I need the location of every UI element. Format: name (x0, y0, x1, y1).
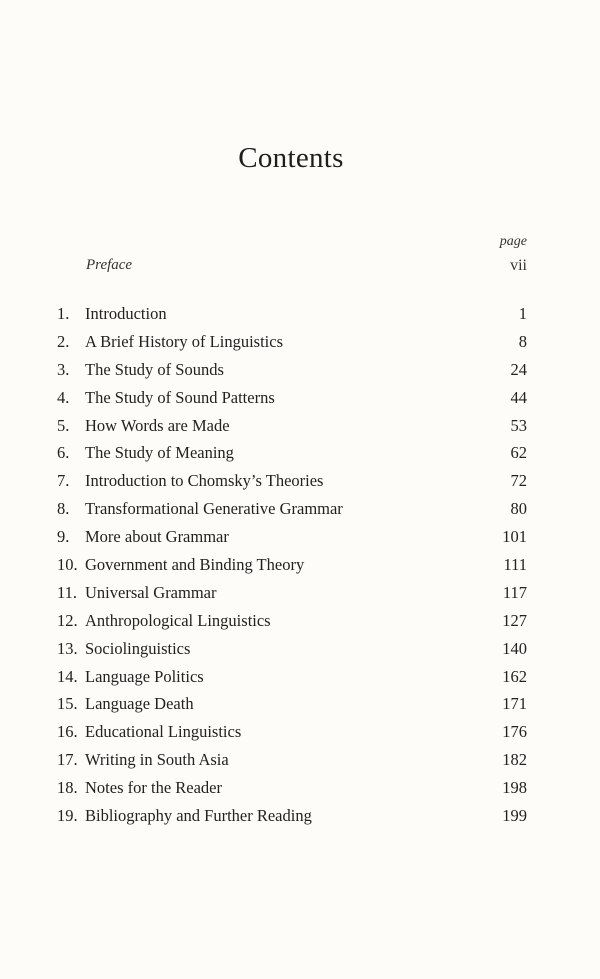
toc-entry[interactable] (0, 387, 600, 415)
chapter-page-number: 8 (518, 331, 527, 351)
chapter-title: The Study of Sound Patterns (85, 387, 275, 407)
page-column-label: page (499, 234, 527, 249)
toc-entry[interactable] (0, 638, 600, 666)
chapter-page-number: 171 (502, 694, 527, 714)
chapter-title: Bibliography and Further Reading (85, 806, 312, 826)
toc-entry[interactable] (0, 331, 600, 359)
chapter-number: 2. (57, 331, 70, 351)
table-of-contents (0, 303, 600, 833)
chapter-title: Anthropological Linguistics (85, 610, 271, 630)
chapter-title: More about Grammar (85, 527, 229, 547)
chapter-number: 15. (57, 694, 78, 714)
chapter-title: Universal Grammar (85, 582, 217, 602)
toc-entry[interactable] (0, 498, 600, 526)
chapter-page-number: 72 (510, 471, 527, 491)
chapter-page-number: 101 (502, 527, 527, 547)
toc-entry[interactable] (0, 415, 600, 443)
chapter-page-number: 44 (510, 387, 527, 407)
toc-entry[interactable] (0, 442, 600, 470)
chapter-page-number: 182 (502, 750, 527, 770)
chapter-number: 10. (57, 555, 78, 575)
chapter-page-number: 111 (503, 555, 527, 575)
toc-entry[interactable] (0, 610, 600, 638)
chapter-title: Introduction to Chomsky’s Theories (85, 471, 324, 491)
chapter-number: 7. (57, 471, 70, 491)
chapter-page-number: 198 (502, 778, 527, 798)
preface-page-number: vii (510, 257, 527, 274)
chapter-page-number: 80 (510, 499, 527, 519)
toc-entry[interactable] (0, 749, 600, 777)
chapter-title: Transformational Generative Grammar (85, 499, 343, 519)
chapter-title: Introduction (85, 304, 167, 323)
preface-label: Preface (86, 257, 133, 273)
chapter-page-number: 1 (518, 304, 527, 323)
chapter-page-number: 140 (502, 638, 527, 658)
chapter-title: Sociolinguistics (85, 638, 191, 658)
toc-entry[interactable] (0, 805, 600, 833)
chapter-title: A Brief History of Linguistics (85, 331, 283, 351)
toc-entry[interactable] (0, 693, 600, 721)
chapter-number: 6. (57, 443, 70, 463)
chapter-number: 4. (57, 387, 70, 407)
toc-entry[interactable] (0, 554, 600, 582)
chapter-number: 11. (57, 582, 78, 602)
chapter-number: 17. (57, 750, 78, 770)
chapter-number: 19. (57, 806, 78, 826)
chapter-page-number: 176 (502, 722, 527, 742)
chapter-number: 8. (57, 499, 70, 519)
toc-entry[interactable] (0, 666, 600, 694)
chapter-page-number: 24 (510, 359, 527, 379)
chapter-number: 13. (57, 638, 78, 658)
chapter-number: 9. (57, 527, 70, 547)
chapter-title: Writing in South Asia (85, 750, 229, 770)
chapter-page-number: 162 (502, 666, 527, 686)
toc-entry[interactable] (0, 582, 600, 610)
chapter-page-number: 117 (502, 582, 527, 602)
toc-entry[interactable] (0, 470, 600, 498)
chapter-page-number: 127 (502, 610, 527, 630)
chapter-page-number: 53 (510, 415, 527, 435)
chapter-title: The Study of Sounds (85, 359, 224, 379)
chapter-title: Educational Linguistics (85, 722, 242, 742)
chapter-number: 16. (57, 722, 78, 742)
chapter-number: 18. (57, 778, 78, 798)
chapter-title: Government and Binding Theory (85, 555, 305, 575)
chapter-number: 5. (57, 415, 70, 435)
chapter-title: The Study of Meaning (85, 443, 234, 463)
chapter-page-number: 199 (502, 806, 527, 826)
page-title: Contents (238, 142, 344, 174)
preface-row[interactable] (0, 257, 600, 279)
chapter-title: Language Death (85, 694, 194, 714)
toc-entry[interactable] (0, 526, 600, 554)
toc-entry[interactable] (0, 303, 600, 331)
chapter-number: 1. (57, 304, 70, 323)
chapter-page-number: 62 (510, 443, 527, 463)
toc-entry[interactable] (0, 777, 600, 805)
chapter-title: How Words are Made (85, 415, 230, 435)
chapter-title: Language Politics (85, 666, 204, 686)
chapter-number: 12. (57, 610, 78, 630)
toc-entry[interactable] (0, 359, 600, 387)
chapter-number: 14. (57, 666, 78, 686)
chapter-number: 3. (57, 359, 70, 379)
toc-entry[interactable] (0, 721, 600, 749)
chapter-title: Notes for the Reader (85, 778, 222, 798)
